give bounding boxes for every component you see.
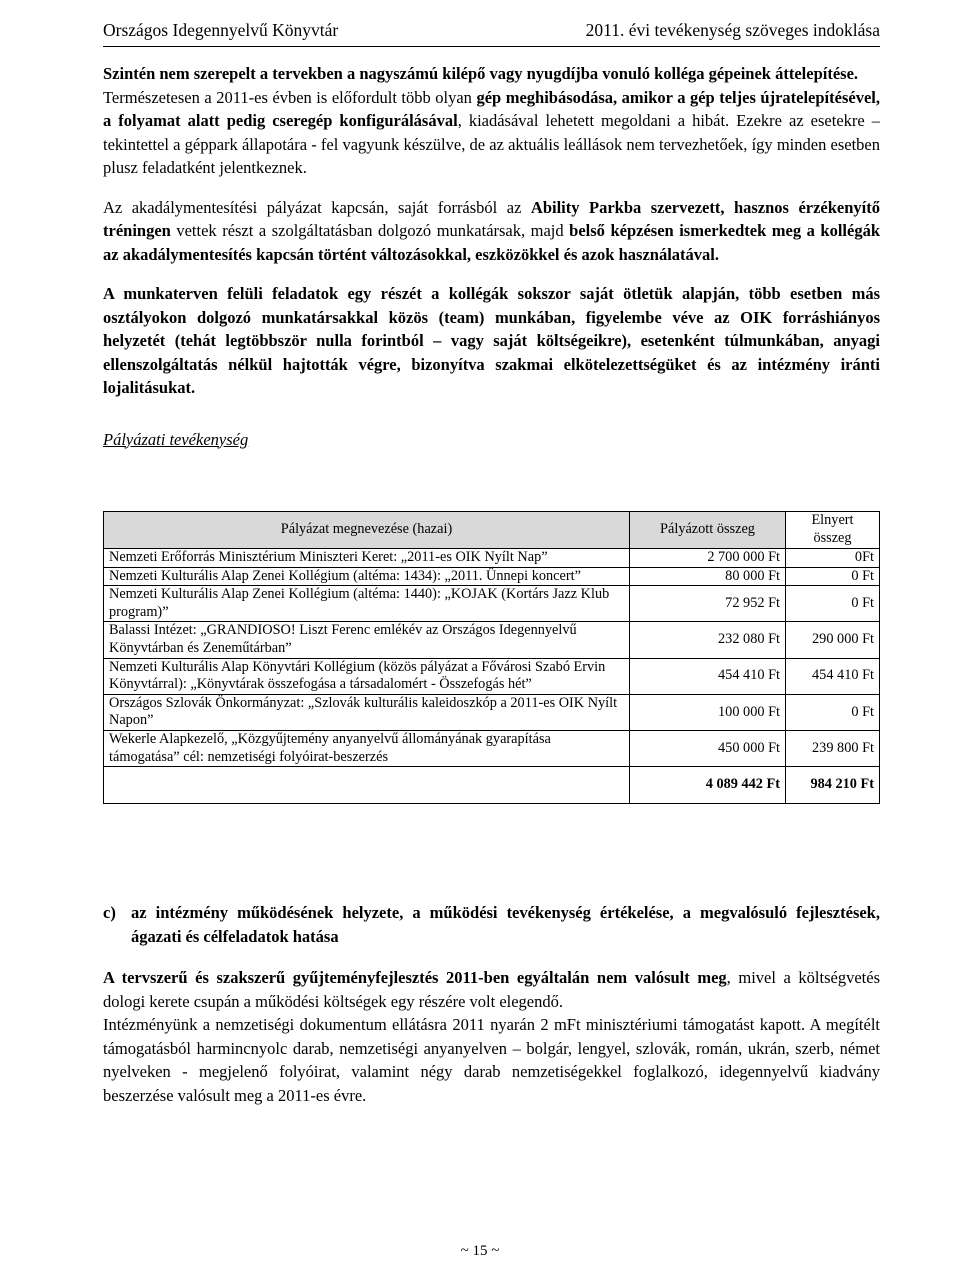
awarded-amount: 0 Ft xyxy=(786,694,880,730)
requested-amount: 100 000 Ft xyxy=(630,694,786,730)
table-row xyxy=(104,549,880,568)
awarded-amount: 0 Ft xyxy=(786,586,880,622)
paragraph-accessibility xyxy=(103,196,880,267)
section-heading-grants: Pályázati tevékenység xyxy=(103,429,249,449)
total-label-cell xyxy=(104,767,630,804)
table-row xyxy=(104,586,880,622)
grant-name: Balassi Intézet: „GRANDIOSO! Liszt Ferenc emlékév az Országos Idegennyelvű Könyvtárban és Zeneműtárban” xyxy=(104,622,630,658)
text-run: Természetesen a 2011-es évben is előfordult több olyan xyxy=(103,87,477,107)
table-row xyxy=(104,730,880,766)
requested-amount: 450 000 Ft xyxy=(630,730,786,766)
text-run: Az akadálymentesítési pályázat kapcsán, saját forrásból az xyxy=(103,197,531,217)
text-run: , kiadásával lehetett megoldani a hibát. Ezekre az esetekre – tekintettel a géppark állapotára - fel vagyunk készülve, de az aktuális leállások nem tervezhetőek, így minden esetben plusz feladatként jelentkeznek. xyxy=(103,111,880,177)
table-row xyxy=(104,658,880,694)
text-run-bold: Ability Parkba szervezett, hasznos érzékenyítő tréningen xyxy=(103,197,881,240)
text-run-bold: belső képzésen ismerkedtek meg a kollégák az akadálymentesítés kapcsán történt változásokkal, eszközökkel és azok használatával. xyxy=(103,221,880,264)
main-text xyxy=(103,62,880,451)
grant-name: Wekerle Alapkezelő, „Közgyűjtemény anyanyelvű állományának gyarapítása támogatása” cél: nemzetiségi folyóirat-beszerzés xyxy=(104,730,630,766)
table-row xyxy=(104,567,880,586)
paragraph-minority-documents: Intézményünk a nemzetiségi dokumentum ellátásra 2011 nyarán 2 mFt minisztériumi támogatást kapott. A megítélt támogatásból harmincnyolc darab, nemzetiségi anyanyelven – bolgár, lengyel, szlovák, román, ukrán, szerb, német nyelveken - megjelenő folyóirat, valamint négy darab nemzetiségekkel foglalkozó, idegennyelvű kiadvány beszerzése valósult meg a 2011-es évre. xyxy=(103,1015,880,1105)
header-document-title: 2011. évi tevékenység szöveges indoklása xyxy=(585,20,880,40)
table-row xyxy=(104,694,880,730)
requested-amount: 2 700 000 Ft xyxy=(630,549,786,568)
header-grant-name: Pályázat megnevezése (hazai) xyxy=(104,512,630,549)
paragraph-collection-development xyxy=(103,966,880,1013)
grant-name: Nemzeti Kulturális Alap Könyvtári Kollégium (közös pályázat a Fővárosi Szabó Ervin Könyvtárral): „Könyvtárak összefogása a társadalomért - Összefogás hét” xyxy=(104,658,630,694)
header-requested-amount: Pályázott összeg xyxy=(630,512,786,549)
awarded-amount: 239 800 Ft xyxy=(786,730,880,766)
grant-name: Országos Szlovák Önkormányzat: „Szlovák kulturális kaleidoszkóp a 2011-es OIK Nyílt Napon” xyxy=(104,694,630,730)
section-c-heading xyxy=(103,901,880,948)
page-header xyxy=(103,18,880,47)
grant-name: Nemzeti Kulturális Alap Zenei Kollégium (altéma: 1434): „2011. Ünnepi koncert” xyxy=(104,567,630,586)
awarded-amount: 454 410 Ft xyxy=(786,658,880,694)
text-run: , mivel a költségvetés dologi kerete csupán a működési költségek egy részére volt elegendő. xyxy=(103,968,881,1011)
section-c-marker: c) xyxy=(103,903,116,922)
header-institution: Országos Idegennyelvű Könyvtár xyxy=(103,20,339,40)
table-row xyxy=(104,622,880,658)
paragraph-extra-tasks: A munkaterven felüli feladatok egy részét a kollégák sokszor saját ötletük alapján, több esetben más osztályokon dolgozó munkatársakkal közös (team) munkában, figyelembe véve az OIK forráshiányos helyzetét (tehát legtöbbször nulla forintból – vagy saját költségeikre), esetenként túlmunkában, anyagi ellenszolgáltatás nélkül hajtották végre, bizonyítva szakmai elkötelezettségüket és az intézmény iránti lojalitásukat. xyxy=(103,284,880,397)
text-run-bold: gép meghibásodása, amikor a gép teljes újratelepítésével, a folyamat alatt pedig cseregép konfigurálásával xyxy=(103,87,880,130)
requested-amount: 232 080 Ft xyxy=(630,622,786,658)
page-number: ~ 15 ~ xyxy=(460,1243,500,1259)
awarded-amount: 0Ft xyxy=(786,549,880,568)
grant-name: Nemzeti Erőforrás Minisztérium Miniszteri Keret: „2011-es OIK Nyílt Nap” xyxy=(104,549,630,568)
table-header-row xyxy=(104,512,880,549)
grants-table xyxy=(103,511,880,804)
total-requested: 4 089 442 Ft xyxy=(630,767,786,804)
text-run: vettek részt a szolgáltatásban dolgozó munkatársak, majd xyxy=(170,221,570,240)
paragraph-machine-failures xyxy=(103,86,880,180)
header-awarded-amount: Elnyert összeg xyxy=(786,512,880,549)
requested-amount: 454 410 Ft xyxy=(630,658,786,694)
requested-amount: 80 000 Ft xyxy=(630,567,786,586)
requested-amount: 72 952 Ft xyxy=(630,586,786,622)
grant-name: Nemzeti Kulturális Alap Zenei Kollégium (altéma: 1440): „KOJAK (Kortárs Jazz Klub program)” xyxy=(104,586,630,622)
paragraph-relocation: Szintén nem szerepelt a tervekben a nagyszámú kilépő vagy nyugdíjba vonuló kolléga gépeinek áttelepítése. xyxy=(103,64,859,83)
awarded-amount: 290 000 Ft xyxy=(786,622,880,658)
total-awarded: 984 210 Ft xyxy=(786,767,880,804)
section-c-title: az intézmény működésének helyzete, a működési tevékenység értékelése, a megvalósuló fejlesztések, ágazati és célfeladatok hatása xyxy=(131,903,880,946)
text-run-bold: A tervszerű és szakszerű gyűjteményfejlesztés 2011-ben egyáltalán nem valósult meg xyxy=(103,968,727,987)
lower-text xyxy=(103,901,880,1107)
table-total-row xyxy=(104,767,880,804)
awarded-amount: 0 Ft xyxy=(786,567,880,586)
